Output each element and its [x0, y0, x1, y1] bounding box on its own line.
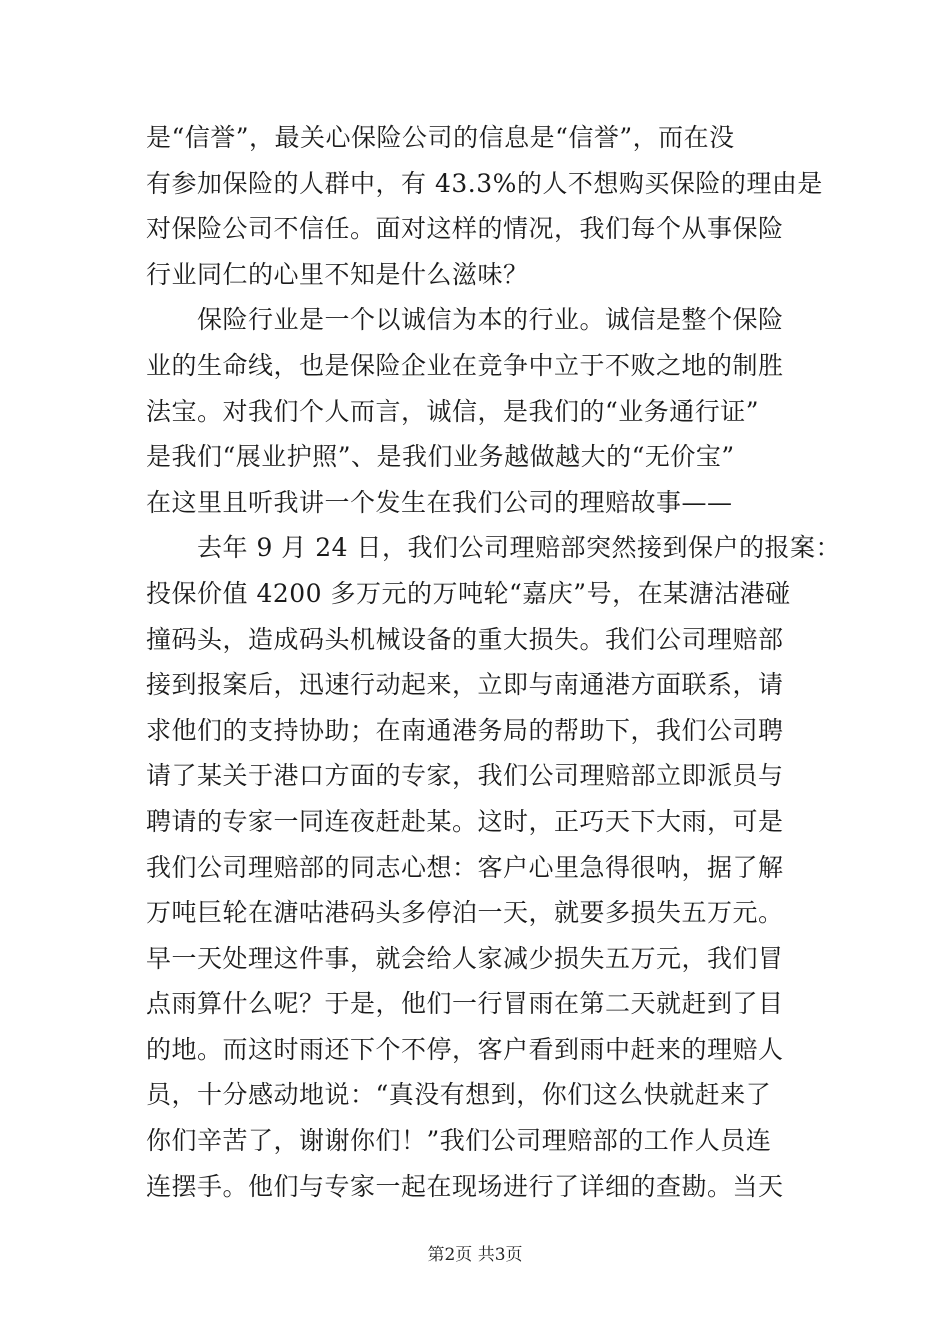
text-line: 投保价值 4200 多万元的万吨轮“嘉庆”号，在某溏沽港碰 — [146, 578, 791, 608]
text-line: 对保险公司不信任。面对这样的情况，我们每个从事保险 — [146, 214, 784, 244]
text-line: 法宝。对我们个人而言，诚信，是我们的“业务通行证” — [146, 396, 760, 426]
text-line: 早一天处理这件事，就会给人家减少损失五万元，我们冒 — [146, 943, 784, 973]
text-line: 万吨巨轮在溏咕港码头多停泊一天，就要多损失五万元。 — [146, 898, 784, 928]
text-line: 保险行业是一个以诚信为本的行业。诚信是整个保险 — [146, 305, 784, 335]
text-line: 业的生命线，也是保险企业在竞争中立于不败之地的制胜 — [146, 350, 784, 380]
text-line: 在这里且听我讲一个发生在我们公司的理赔故事—— — [146, 487, 733, 517]
text-line: 求他们的支持协助；在南通港务局的帮助下，我们公司聘 — [146, 715, 784, 745]
text-line: 点雨算什么呢？于是，他们一行冒雨在第二天就赶到了目 — [146, 989, 784, 1019]
text-line: 有参加保险的人群中，有 43.3%的人不想购买保险的理由是 — [146, 168, 823, 198]
text-line: 接到报案后，迅速行动起来，立即与南通港方面联系，请 — [146, 670, 784, 700]
text-line: 聘请的专家一同连夜赶赴某。这时，正巧天下大雨，可是 — [146, 806, 784, 836]
text-line: 撞码头，造成码头机械设备的重大损失。我们公司理赔部 — [146, 624, 784, 654]
page-number-footer: 第2页 共3页 — [427, 1245, 523, 1265]
text-line: 是我们“展业护照”、是我们业务越做越大的“无价宝” — [146, 442, 735, 472]
text-line: 去年 9 月 24 日，我们公司理赔部突然接到保户的报案： — [146, 533, 842, 563]
body-text — [146, 115, 842, 1209]
text-line: 请了某关于港口方面的专家，我们公司理赔部立即派员与 — [146, 761, 784, 791]
text-line: 员，十分感动地说：“真没有想到，你们这么快就赶来了 — [146, 1080, 772, 1110]
text-line: 我们公司理赔部的同志心想：客户心里急得很呐，据了解 — [146, 852, 784, 882]
text-line: 的地。而这时雨还下个不停，客户看到雨中赶来的理赔人 — [146, 1034, 784, 1064]
text-line: 连摆手。他们与专家一起在现场进行了详细的查勘。当天 — [146, 1171, 784, 1201]
text-line: 行业同仁的心里不知是什么滋味？ — [146, 259, 529, 289]
text-line: 你们辛苦了，谢谢你们！”我们公司理赔部的工作人员连 — [146, 1126, 772, 1156]
text-line: 是“信誉”，最关心保险公司的信息是“信誉”，而在没 — [146, 123, 735, 152]
